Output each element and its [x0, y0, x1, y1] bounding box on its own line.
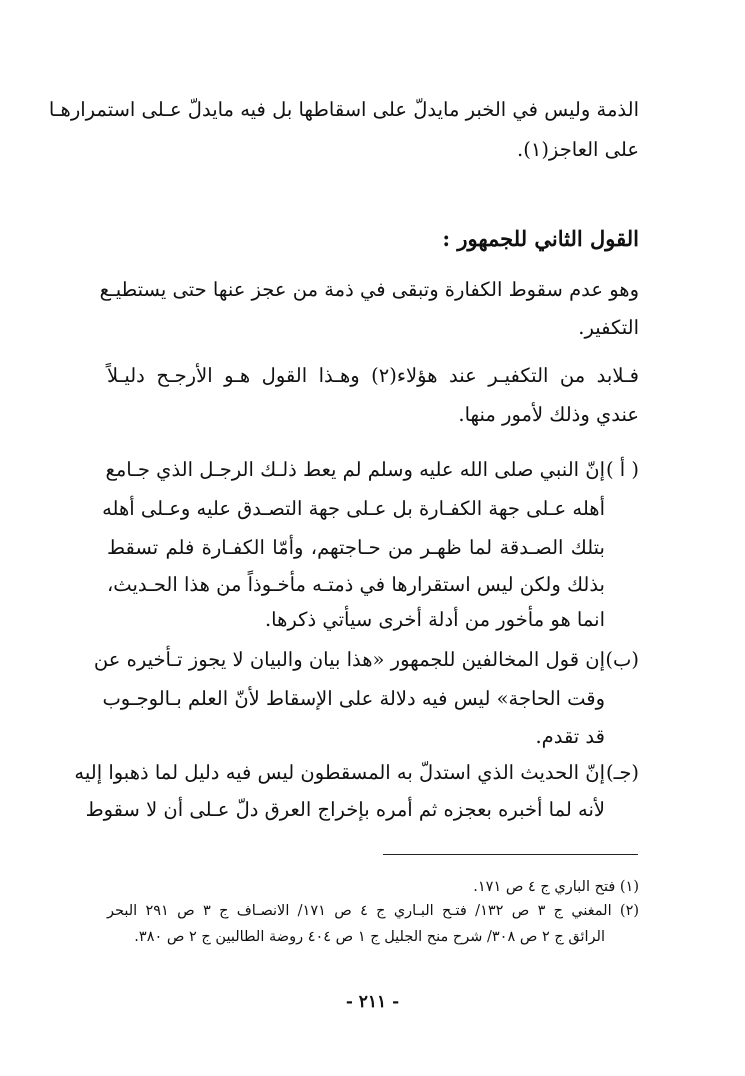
section-heading: القول الثاني للجمهور : — [442, 226, 639, 251]
list-item-line: إن قول المخالفين للجمهور «هذا بيان والبيان لا يجوز تـأخيره عن — [93, 648, 605, 671]
list-item-line: إنّ النبي صلى الله عليه وسلم لم يعط ذلـك الرجـل الذي جـامع — [105, 458, 605, 481]
list-item-label: ( أ ) — [605, 458, 639, 481]
body-line: فـلابد من التكفيـر عند هؤلاء(٢) وهـذا القول هـو الأرجـح دليـلاً — [107, 364, 639, 387]
footnote-continuation: الرائق ج ٢ ص ٣٠٨/ شرح منح الجليل ج ١ ص ٤٠٤ روضة الطالبين ج ٢ ص ٣٨٠. — [134, 929, 605, 945]
footnote: (١) فتح الباري ج ٤ ص ١٧١. — [473, 879, 639, 895]
page-number: - ٢١١ - — [345, 992, 400, 1012]
body-line: وهو عدم سقوط الكفارة وتبقى في ذمة من عجز عنها حتى يستطيـع — [99, 278, 639, 301]
body-line: التكفير. — [578, 316, 639, 339]
list-item-label: (ب) — [605, 648, 639, 671]
footnote: (٢) المغني ج ٣ ص ١٣٢/ فتـح البـاري ج ٤ ص ١٧١/ الانصـاف ج ٣ ص ٢٩١ البحر — [107, 903, 640, 919]
footnote-separator — [383, 854, 638, 855]
list-item-line: لأنه لما أخبره بعجزه ثم أمره بإخراج العرق دلّ عـلى أن لا سقوط — [85, 798, 605, 821]
body-line: على العاجز(١). — [517, 138, 639, 161]
list-item-label: (جـ) — [606, 761, 639, 784]
list-item-line: انما هو مأخور من أدلة أخرى سيأتي ذكرها. — [264, 608, 605, 631]
body-line: الذمة وليس في الخبر مايدلّ على اسقاطها بل فيه مايدلّ عـلى استمرارهـا — [48, 98, 639, 121]
list-item-line: بذلك ولكن ليس استقرارها في ذمتـه مأخـوذاً من هذا الحـديث، — [107, 573, 605, 596]
list-item-line: وقت الحاجة» ليس فيه دلالة على الإسقاط لأنّ العلم بـالوجـوب — [102, 687, 605, 710]
list-item-line: قد تقدم. — [535, 725, 605, 748]
list-item-line: إنّ الحديث الذي استدلّ به المسقطون ليس فيه دليل لما ذهبوا إليه — [74, 761, 605, 784]
list-item-line: أهله عـلى جهة الكفـارة بل عـلى جهة التصـدق عليه وعـلى أهله — [102, 497, 605, 520]
body-line: عندي وذلك لأمور منها. — [458, 403, 639, 426]
list-item-line: بتلك الصـدقة لما ظهـر من حـاجتهم، وأمّا الكفـارة فلم تسقط — [107, 536, 605, 559]
